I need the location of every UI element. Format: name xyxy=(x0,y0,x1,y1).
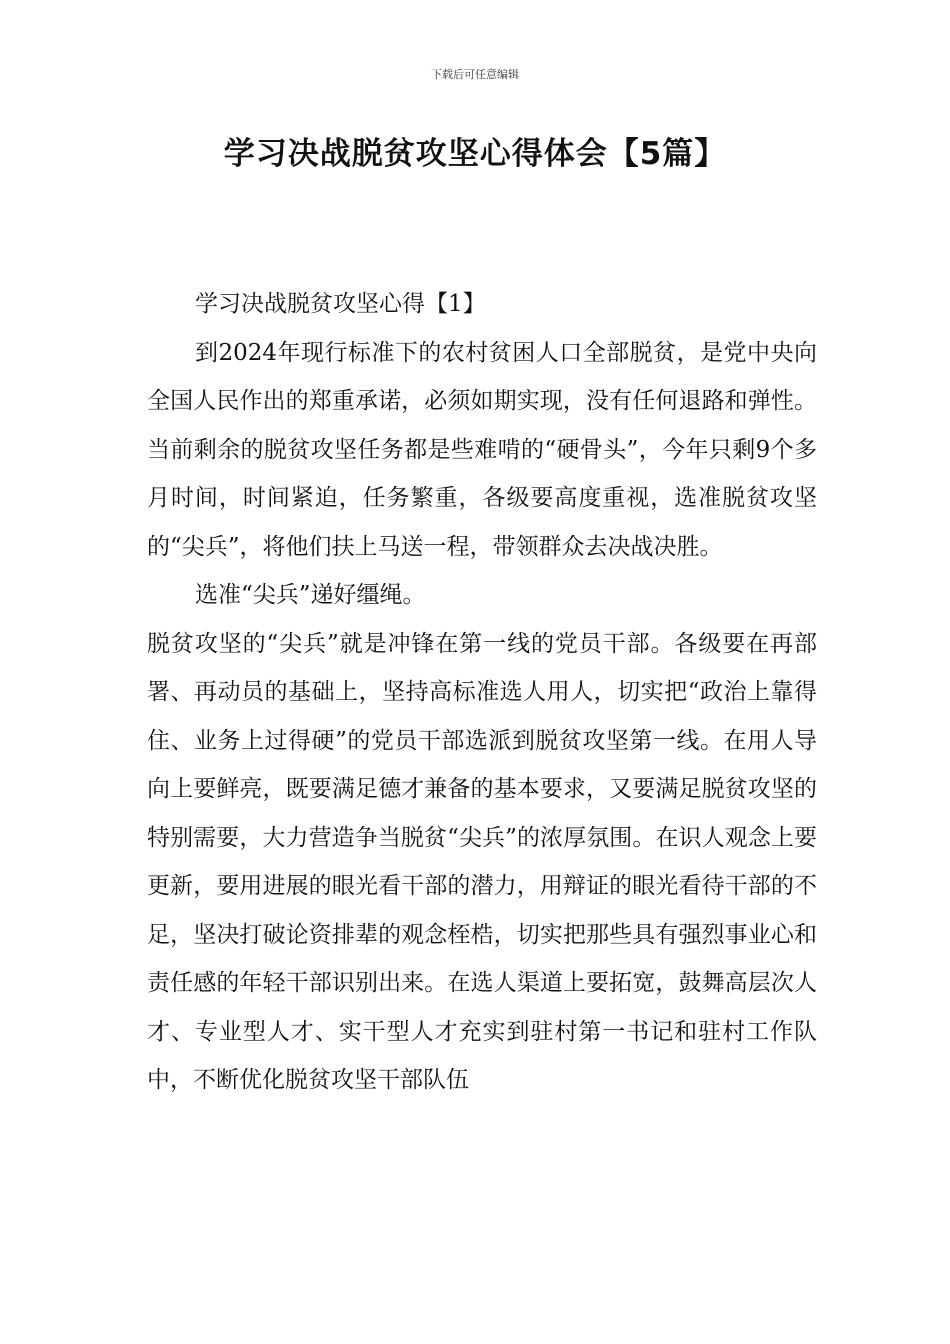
body-paragraph: 到2024年现行标准下的农村贫困人口全部脱贫，是党中央向全国人民作出的郑重承诺，必须如期实现，没有任何退路和弹性。当前剩余的脱贫攻坚任务都是些难啃的“硬骨头”，今年只剩9个多月时间，时间紧迫，任务繁重，各级要高度重视，选准脱贫攻坚的“尖兵”，将他们扶上马送一程，带领群众去决战决胜。 xyxy=(147,339,817,560)
header-note: 下载后可任意编辑 xyxy=(431,68,519,81)
document-title: 学习决战脱贫攻坚心得体会【5篇】 xyxy=(223,136,727,172)
subheading-paragraph: 选准“尖兵”递好缰绳。 xyxy=(195,582,426,608)
section-heading: 学习决战脱贫攻坚心得【1】 xyxy=(195,291,486,317)
document-body xyxy=(147,280,817,1105)
body-paragraph: 脱贫攻坚的“尖兵”就是冲锋在第一线的党员干部。各级要在再部署、再动员的基础上，坚持高标准选人用人，切实把“政治上靠得住、业务上过得硬”的党员干部选派到脱贫攻坚第一线。在用人导向上要鲜亮，既要满足德才兼备的基本要求，又要满足脱贫攻坚的特别需要，大力营造争当脱贫“尖兵”的浓厚氛围。在识人观念上要更新，要用进展的眼光看干部的潜力，用辩证的眼光看待干部的不足，坚决打破论资排辈的观念桎梏，切实把那些具有强烈事业心和责任感的年轻干部识别出来。在选人渠道上要拓宽，鼓舞高层次人才、专业型人才、实干型人才充实到驻村第一书记和驻村工作队中，不断优化脱贫攻坚干部队伍 xyxy=(147,630,817,1093)
